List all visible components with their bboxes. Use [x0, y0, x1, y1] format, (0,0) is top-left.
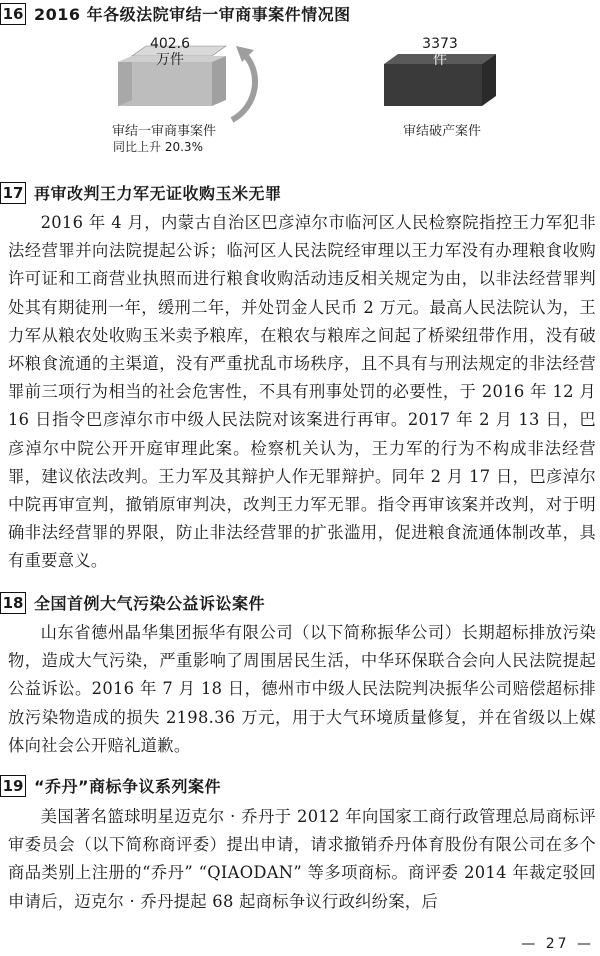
bankruptcy-cases-value: 3373 [422, 36, 458, 52]
section-number-badge: 18 [0, 592, 26, 614]
left-cube-value [140, 36, 200, 68]
page-number: — 27 — [521, 936, 594, 952]
section-18-heading [0, 591, 265, 614]
section-17-heading [0, 181, 282, 204]
section-title: 全国首例大气污染公益诉讼案件 [34, 594, 266, 613]
section-16-heading [0, 2, 351, 25]
section-19-body: 美国著名篮球明星迈克尔 · 乔丹于 2012 年向国家工商行政管理总局商标评审委员会（以下简称商评委）提出申请，请求撤销乔丹体育股份有限公司在多个商品类别上注册的“乔丹” “QIAODAN” 等多项商标。商评委 2014 年裁定驳回申请后，迈克尔 · 乔丹提起 68 起商标争议行政纠纷案，后 [8, 807, 596, 911]
section-title: 再审改判王力军无证收购玉米无罪 [34, 184, 282, 203]
section-title: 2016 年各级法院审结一审商事案件情况图 [34, 5, 351, 24]
section-title: “乔丹”商标争议系列案件 [34, 777, 222, 796]
growth-arrow-icon [232, 46, 255, 120]
commercial-cases-growth: 同比上升 20.3% [113, 140, 203, 154]
section-number-badge: 17 [0, 182, 26, 204]
section-number-badge: 16 [0, 3, 26, 25]
infographic-graphics [0, 28, 600, 158]
section-18-body: 山东省德州晶华集团振华有限公司（以下简称振华公司）长期超标排放污染物，造成大气污染，严重影响了周围居民生活，中华环保联合会向人民法院提起公益诉讼。2016 年 7 月 18 日，德州市中级人民法院判决振华公司赔偿超标排放污染物造成的损失 2198.36 万元，用于大气环境质量修复，并在省级以上媒体向社会公开赔礼道歉。 [8, 623, 596, 755]
commercial-cases-value: 402.6 [149, 36, 191, 52]
section-17-body: 2016 年 4 月，内蒙古自治区巴彦淖尔市临河区人民检察院指控王力军犯非法经营罪并向法院提起公诉；临河区人民法院经审理以王力军没有办理粮食收购许可证和工商营业执照而进行粮食收购活动违反相关规定为由，以非法经营罪判处其有期徒刑一年，缓刑二年，并处罚金人民币 2 万元。最高人民法院认为，王力军从粮农处收购玉米卖予粮库，在粮农与粮库之间起了桥梁纽带作用，没有破坏粮食流通的主渠道，没有严重扰乱市场秩序，且不具有与刑法规定的非法经营罪前三项行为相当的社会危害性，不具有刑事处罚的必要性，于 2016 年 12 月 16 日指令巴彦淖尔市中级人民法院对该案进行再审。2017 年 2 月 13 日，巴彦淖尔中院公开开庭审理此案。检察机关认为，王力军的行为不构成非法经营罪，建议依法改判。王力军及其辩护人作无罪辩护。同年 2 月 17 日，巴彦淖尔中院再审宣判，撤销原审判决，改判王力军无罪。指令再审该案并改判，对于明确非法经营罪的界限，防止非法经营罪的扩张滥用，促进粮食流通体制改革，具有重要意义。 [8, 213, 596, 571]
section-number-badge: 19 [0, 775, 26, 797]
right-cube-value [410, 36, 470, 68]
bankruptcy-cases-caption: 审结破产案件 [402, 124, 481, 139]
case-statistics-infographic [0, 28, 600, 158]
commercial-cases-unit: 万件 [156, 52, 184, 68]
commercial-cases-caption: 审结一审商事案件 [111, 124, 216, 139]
bankruptcy-cases-unit: 件 [433, 52, 447, 68]
section-19-heading [0, 774, 221, 797]
